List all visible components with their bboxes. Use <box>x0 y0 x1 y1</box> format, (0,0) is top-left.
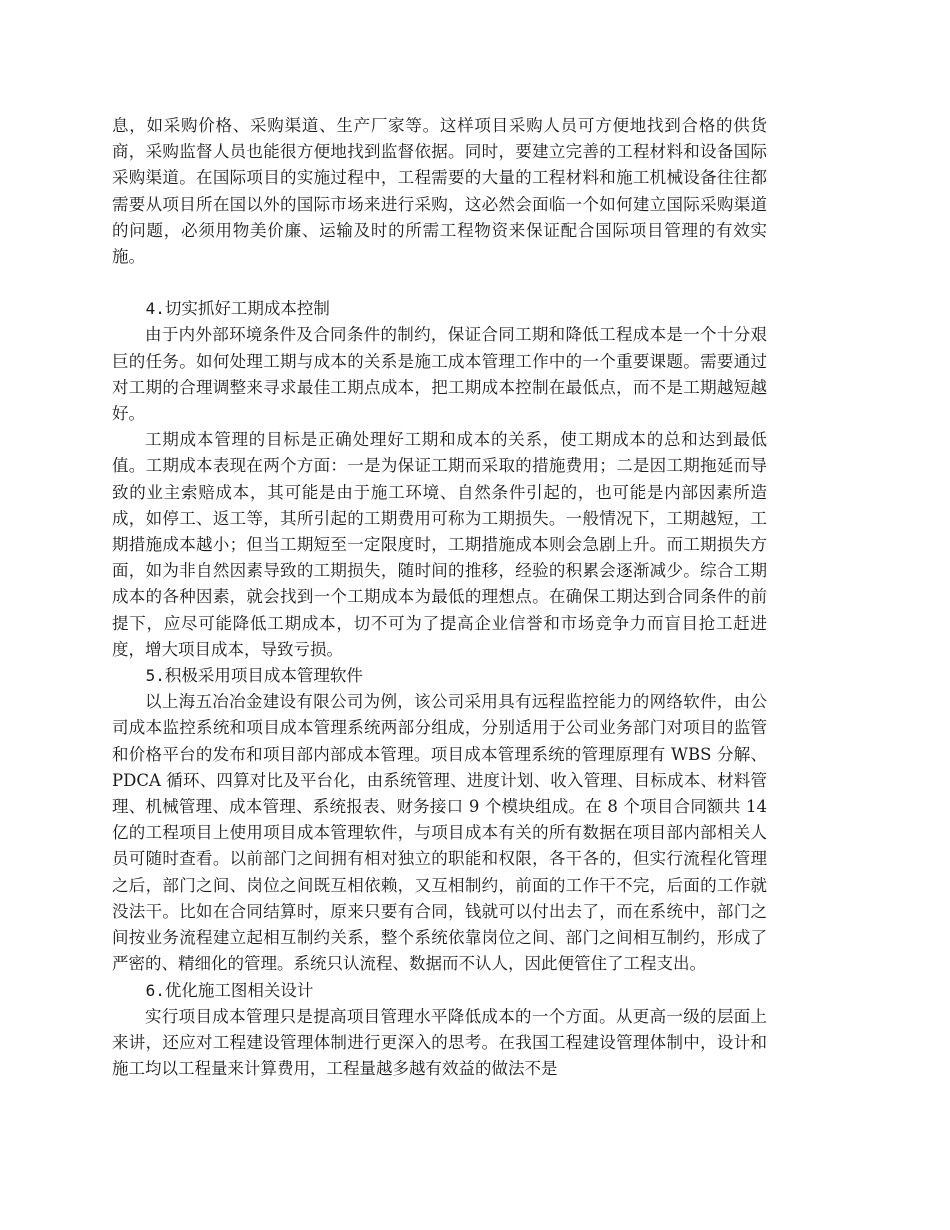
paragraph-gap <box>112 270 767 296</box>
section-heading-5 <box>112 663 767 689</box>
paragraph-6-1: 实行项目成本管理只是提高项目管理水平降低成本的一个方面。从更高一级的层面上来讲，还应对工程建设管理体制进行更深入的思考。在我国工程建设管理体制中，设计和施工均以工程量来计算费用，工程量越多越有效益的做法不是 <box>112 1006 767 1079</box>
section-title: 切实抓好工期成本控制 <box>164 299 330 319</box>
paragraph-5-1: 以上海五冶冶金建设有限公司为例，该公司采用具有远程监控能力的网络软件，由公司成本监控系统和项目成本管理系统两部分组成，分别适用于公司业务部门对项目的监管和价格平台的发布和项目部内部成本管理。项目成本管理系统的管理原理有 WBS 分解、PDCA 循环、四算对比及平台化，由系统管理、进度计划、收入管理、目标成本、材料管理、机械管理、成本管理、系统报表、财务接口 9 个模块组成。在 8 个项目合同额共 14 亿的工程项目上使用项目成本管理软件，与项目成本有关的所有数据在项目部内部相关人员可随时查看。以前部门之间拥有相对独立的职能和权限，各干各的，但实行流程化管理之后，部门之间、岗位之间既互相依赖，又互相制约，前面的工作干不完，后面的工作就没法干。比如在合同结算时，原来只要有合同，钱就可以付出去了，而在系统中，部门之间按业务流程建立起相互制约关系，整个系统依靠岗位之间、部门之间相互制约，形成了严密的、精细化的管理。系统只认流程、数据而不认人，因此便管住了工程支出。 <box>112 692 767 974</box>
document-page <box>112 113 767 1082</box>
paragraph-4-1: 由于内外部环境条件及合同条件的制约，保证合同工期和降低工程成本是一个十分艰巨的任务。如何处理工期与成本的关系是施工成本管理工作中的一个重要课题。需要通过对工期的合理调整来寻求最佳工期点成本，把工期成本控制在最低点，而不是工期越短越好。 <box>112 325 767 424</box>
section-title: 积极采用项目成本管理软件 <box>164 666 363 686</box>
section-number: 5. <box>145 666 165 686</box>
section-number: 6. <box>145 980 165 1000</box>
section-title: 优化施工图相关设计 <box>164 980 314 1000</box>
paragraph-4-2: 工期成本管理的目标是正确处理好工期和成本的关系，使工期成本的总和达到最低值。工期成本表现在两个方面：一是为保证工期而采取的措施费用；二是因工期拖延而导致的业主索赔成本，其可能是由于施工环境、自然条件引起的，也可能是内部因素所造成，如停工、返工等，其所引起的工期费用可称为工期损失。一般情况下，工期越短，工期措施成本越小；但当工期短至一定限度时，工期措施成本则会急剧上升。而工期损失方面，如为非自然因素导致的工期损失，随时间的推移，经验的积累会逐渐减少。综合工期成本的各种因素，就会找到一个工期成本为最低的理想点。在确保工期达到合同条件的前提下，应尽可能降低工期成本，切不可为了提高企业信誉和市场竞争力而盲目抢工赶进度，增大项目成本，导致亏损。 <box>112 430 767 659</box>
section-heading-4 <box>112 296 767 322</box>
section-number: 4. <box>145 299 165 319</box>
paragraph-intro: 息，如采购价格、采购渠道、生产厂家等。这样项目采购人员可方便地找到合格的供货商，采购监督人员也能很方便地找到监督依据。同时，要建立完善的工程材料和设备国际采购渠道。在国际项目的实施过程中，工程需要的大量的工程材料和施工机械设备往往都需要从项目所在国以外的国际市场来进行采购，这必然会面临一个如何建立国际采购渠道的问题，必须用物美价廉、运输及时的所需工程物资来保证配合国际项目管理的有效实施。 <box>112 116 767 267</box>
section-heading-6 <box>112 978 767 1004</box>
